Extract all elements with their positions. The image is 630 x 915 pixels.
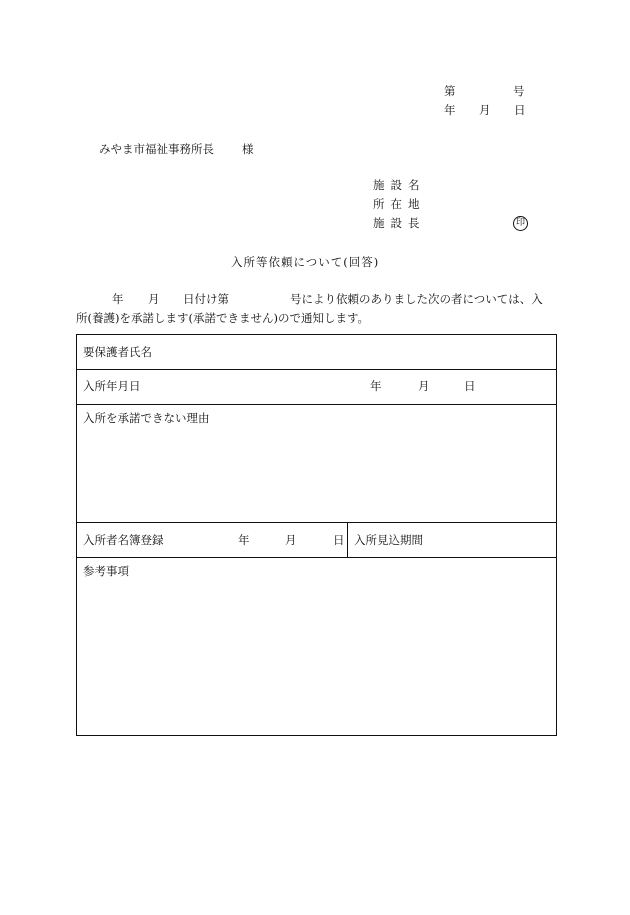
reason-label: 入所を承諾できない理由 [83, 411, 210, 425]
body-date-suffix: 日付け第 [183, 292, 229, 306]
date-year: 年 [444, 103, 456, 117]
registry-label: 入所者名簿登録 [83, 533, 164, 547]
number-suffix: 号 [513, 84, 525, 98]
addressee-honorific: 様 [242, 142, 254, 156]
expected-period-cell [348, 523, 557, 558]
addressee-name: みやま市福祉事務所長 [99, 142, 214, 156]
notes-row [77, 558, 557, 736]
date-month: 月 [479, 103, 491, 117]
person-name-label: 要保護者氏名 [83, 345, 152, 359]
admission-date-label: 入所年月日 [83, 379, 141, 393]
body-line2: 所(養護)を承諾します(承諾できません)ので通知します。 [76, 311, 370, 325]
reason-row [77, 405, 557, 523]
seal-icon: 印 [513, 216, 528, 231]
notes-label: 参考事項 [83, 564, 129, 578]
registry-year: 年 [238, 533, 250, 547]
number-prefix: 第 [444, 84, 456, 98]
response-form-table [76, 334, 557, 736]
body-line1-rest: 号により依頼のありました次の者については、入 [290, 292, 543, 306]
registry-cell [77, 523, 348, 558]
admission-day: 日 [464, 379, 476, 393]
body-year: 年 [112, 292, 124, 306]
admission-date-row [77, 370, 557, 405]
facility-address-label: 所在地 [373, 197, 426, 211]
facility-head-label: 施設長 [373, 216, 426, 230]
facility-name-label: 施設名 [373, 178, 426, 192]
registry-month: 月 [285, 533, 297, 547]
admission-year: 年 [370, 379, 382, 393]
date-day: 日 [514, 103, 526, 117]
registry-day: 日 [333, 533, 345, 547]
admission-month: 月 [418, 379, 430, 393]
body-month: 月 [148, 292, 160, 306]
document-title: 入所等依頼について(回答) [231, 255, 380, 269]
person-name-row [77, 335, 557, 370]
expected-period-label: 入所見込期間 [354, 533, 423, 547]
